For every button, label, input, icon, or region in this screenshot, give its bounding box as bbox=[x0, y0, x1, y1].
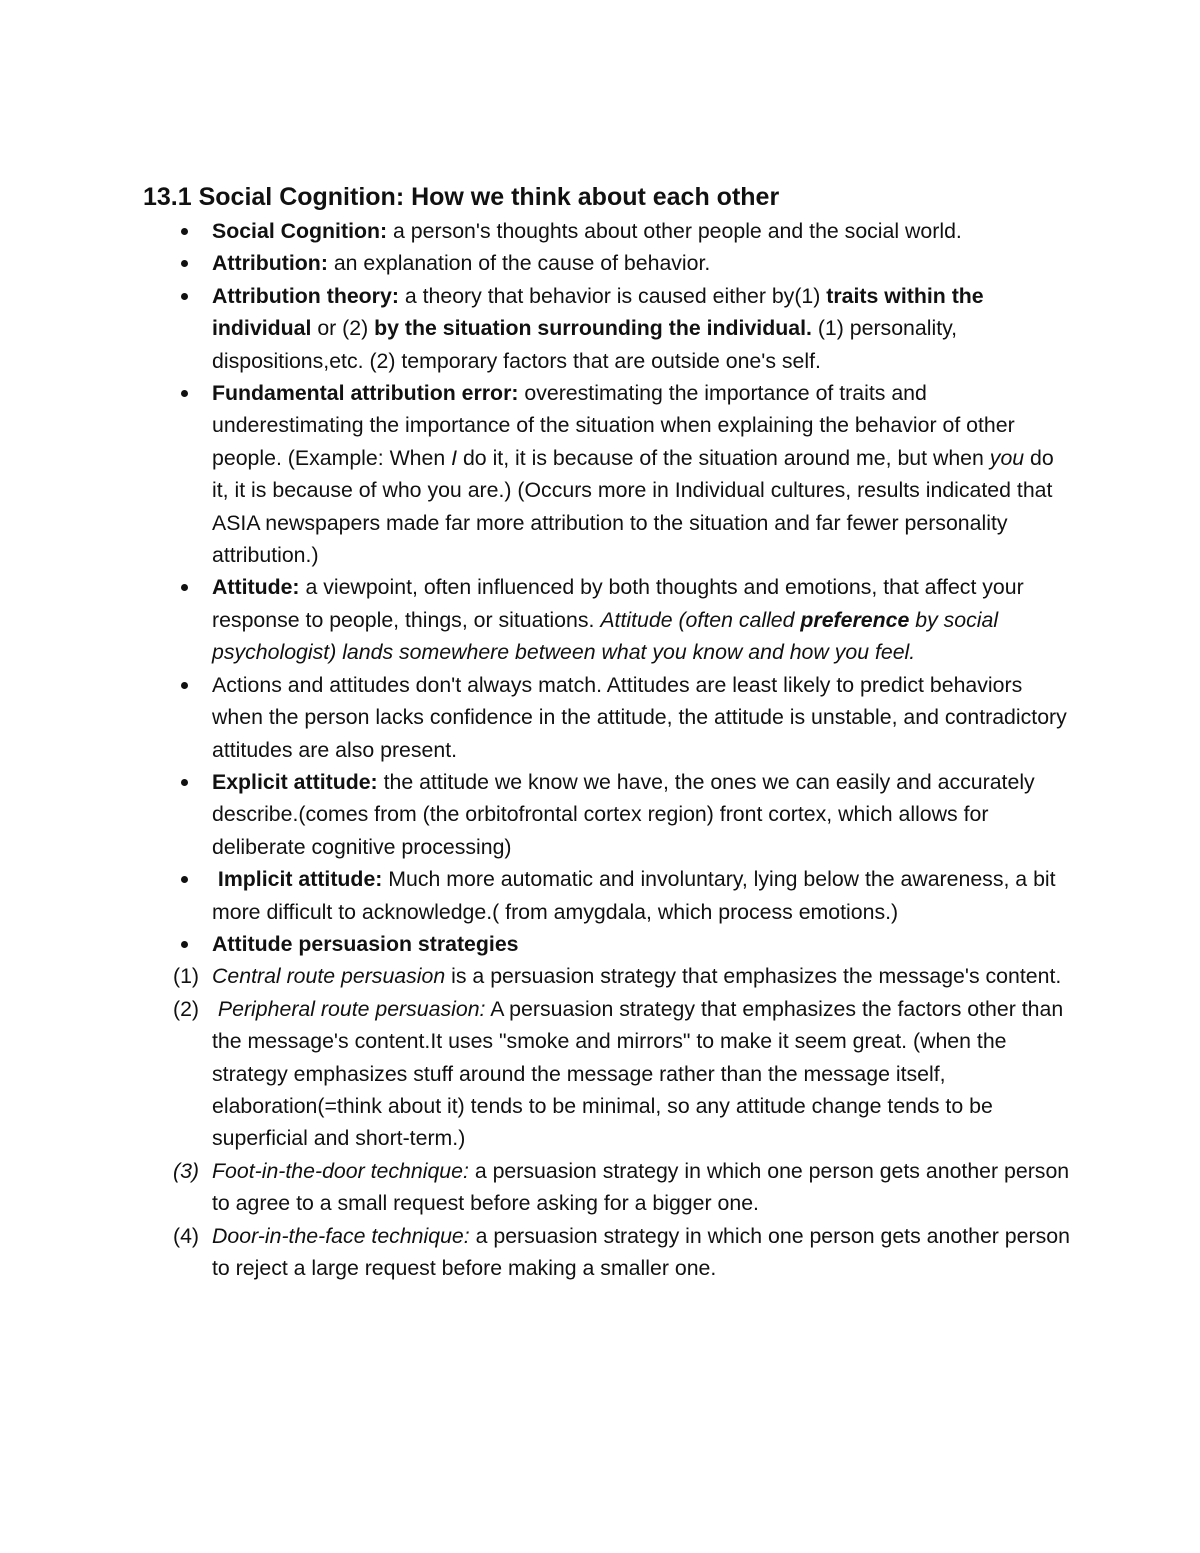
definition: a person's thoughts about other people and the social world. bbox=[387, 219, 962, 243]
strategy-text: a persuasion strategy in which one person gets another person to agree to a small request before asking for a bigger one. bbox=[212, 1158, 1070, 1216]
strategy-text: a persuasion strategy in which one person gets another person to reject a large request before making a smaller one. bbox=[212, 1223, 1070, 1280]
bullet-dot-icon bbox=[181, 876, 188, 883]
definition: Much more automatic and involuntary, lying below the awareness, a bit more difficult to acknowledge.( from amygdala, which process emotions.) bbox=[212, 867, 1056, 924]
definition-part: a theory that behavior is caused either by(1) bbox=[398, 283, 827, 308]
strategy-text: is a persuasion strategy that emphasizes the message's content. bbox=[445, 964, 1062, 989]
bullet-dot-icon bbox=[181, 228, 188, 235]
strategy-name: Central route persuasion bbox=[212, 964, 446, 989]
bullet-dot-icon bbox=[181, 260, 188, 267]
definition: an explanation of the cause of behavior. bbox=[327, 251, 711, 276]
bullet-attribution bbox=[0, 247, 1072, 279]
bullet-dot-icon bbox=[181, 941, 188, 948]
bullet-attribution-theory bbox=[0, 280, 1072, 377]
emphasis: preference bbox=[800, 607, 910, 632]
definition-part: (1) personality, dispositions,etc. (2) temporary factors that are outside one's self. bbox=[212, 316, 958, 373]
emphasis: I bbox=[451, 445, 458, 470]
bullet-explicit-attitude bbox=[0, 766, 1072, 863]
bullet-dot-icon bbox=[181, 584, 188, 591]
term: Attitude persuasion strategies bbox=[212, 931, 519, 956]
section-heading: 13.1 Social Cognition: How we think about each other bbox=[143, 183, 780, 211]
term: Social Cognition: bbox=[212, 219, 388, 243]
bullet-social-cognition bbox=[0, 215, 1072, 247]
strategy-number: (4) bbox=[173, 1223, 200, 1248]
definition-part: or (2) bbox=[311, 316, 375, 341]
strategy-number: (2) bbox=[173, 996, 200, 1021]
strategy-name: Door-in-the-face technique: bbox=[212, 1223, 470, 1248]
emphasis: by the situation surrounding the individual. bbox=[374, 316, 812, 341]
bullet-attitude bbox=[0, 571, 1072, 668]
strategy-name: Peripheral route persuasion: bbox=[212, 996, 486, 1021]
term: Attitude: bbox=[212, 575, 300, 600]
strategy-door-in-the-face bbox=[0, 1220, 1072, 1285]
strategy-text: A persuasion strategy that emphasizes the factors other than the message's content.It uses "smoke and mirrors" to make it seem great. (when the strategy emphasizes stuff around the message rather than the message itself, elaboration(=think about it) tends to be minimal, so any attitude change tends to be superficial and short-term.) bbox=[212, 996, 1064, 1151]
strategy-name: Foot-in-the-door technique: bbox=[212, 1158, 469, 1183]
bullet-persuasion-strategies bbox=[0, 928, 1072, 960]
bullet-actions-attitudes bbox=[0, 669, 1072, 766]
definition-part: a viewpoint, often influenced by both thoughts and emotions, that affect your response to people, things, or situations. bbox=[212, 575, 1024, 632]
bullet-fundamental-attribution-error bbox=[0, 377, 1072, 571]
term: Attribution theory: bbox=[212, 283, 399, 308]
bullet-dot-icon bbox=[181, 682, 188, 689]
emphasis: you bbox=[989, 445, 1025, 470]
term: Explicit attitude: bbox=[212, 769, 378, 794]
bullet-dot-icon bbox=[181, 293, 188, 300]
strategy-number: (3) bbox=[173, 1158, 200, 1183]
definition: the attitude we know we have, the ones we can easily and accurately describe.(comes from (the orbitofrontal cortex region) front cortex, which allows for deliberate cognitive processing) bbox=[212, 769, 1035, 859]
definition-part: do it, it is because of the situation around me, but when bbox=[457, 445, 990, 470]
definition-part: do it, it is because of who you are.) (Occurs more in Individual cultures, results indicated that ASIA newspapers made far more attribution to the situation and far fewer personality attribution.) bbox=[212, 445, 1054, 568]
term: Implicit attitude: bbox=[212, 867, 383, 892]
strategy-peripheral-route bbox=[0, 993, 1072, 1155]
bullet-dot-icon bbox=[181, 390, 188, 397]
definition-part: overestimating the importance of traits and underestimating the importance of the situation when explaining the behavior of other people. (Example: When bbox=[212, 381, 1015, 470]
term: Attribution: bbox=[212, 251, 328, 276]
term: Fundamental attribution error: bbox=[212, 381, 519, 406]
bullet-dot-icon bbox=[181, 779, 188, 786]
definition: Actions and attitudes don't always match. Attitudes are least likely to predict behaviors when the person lacks confidence in the attitude, the attitude is unstable, and contradictory attitudes are also present. bbox=[212, 672, 1067, 762]
note-italic: by social psychologist) lands somewhere between what you know and how you feel. bbox=[212, 607, 999, 665]
strategy-central-route bbox=[0, 960, 1072, 992]
notes-list bbox=[0, 215, 1200, 1284]
strategy-foot-in-the-door bbox=[0, 1155, 1072, 1220]
note-italic: Attitude (often called bbox=[600, 607, 801, 632]
emphasis: traits within the individual bbox=[212, 283, 984, 341]
bullet-implicit-attitude bbox=[0, 863, 1072, 928]
strategy-number: (1) bbox=[173, 964, 200, 989]
